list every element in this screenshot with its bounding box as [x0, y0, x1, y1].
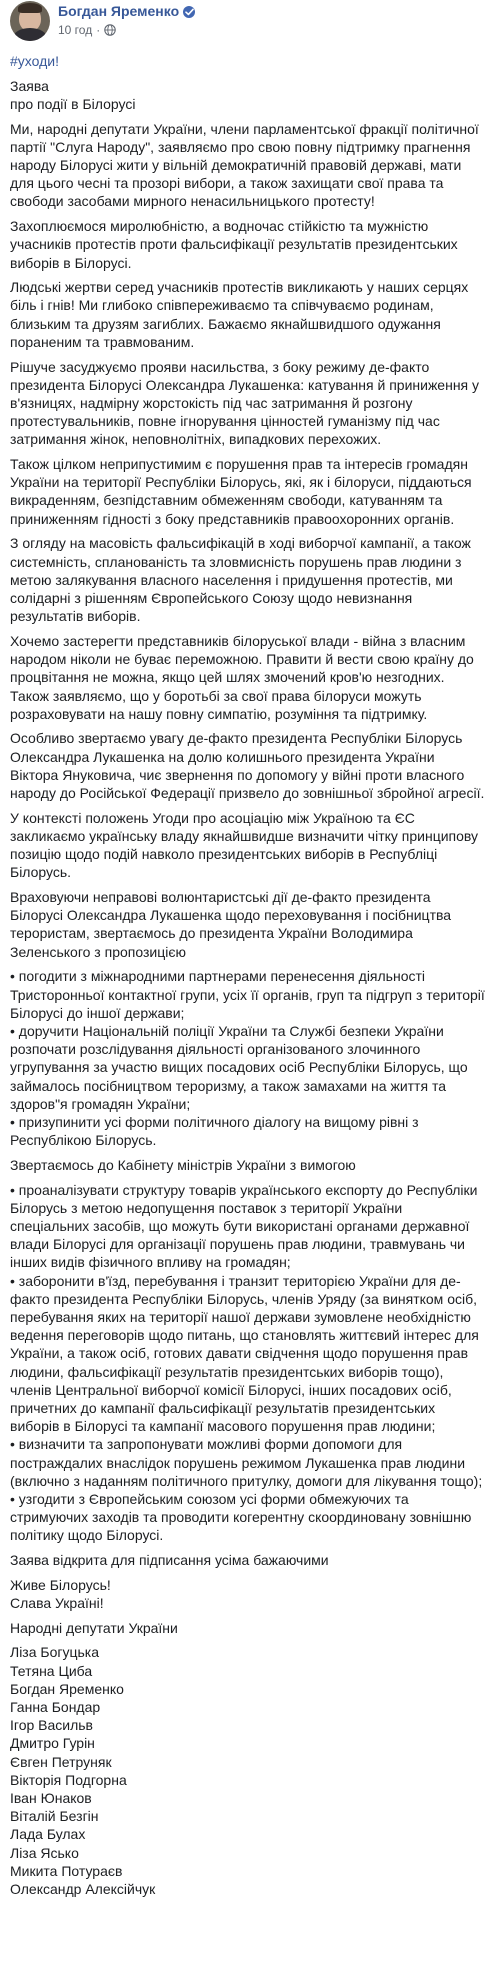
signers-heading: Народні депутати України: [10, 1619, 178, 1636]
signer-name: Дмитро Гурін: [10, 1735, 95, 1752]
signer-name: Лада Булах: [10, 1826, 86, 1843]
author-name-link[interactable]: Богдан Яременко: [58, 3, 180, 19]
statement-paragraph: Рішуче засуджуємо прояви насильства, з боку режиму де-факто президента Білорусі Олександра Лукашенка: катування й приниження у в'язницях, надмірну жорстокість під час затримання й розгону протестувальників, повне ігнорування цінностей гуманізму під час затримання жінок, неповнолітніх, випадкових перехожих.: [10, 358, 480, 448]
statement-paragraph: Захоплюємося миролюбністю, а водночас стійкістю та мужністю учасників протестів проти фальсифікації результатів президентських виборів в Білорусі.: [10, 218, 458, 271]
signer-name: Віталій Безгін: [10, 1808, 99, 1825]
statement-paragraph: З огляду на масовість фальсифікацій в ході виборчої кампанії, а також системність, спланованість та зловмисність порушень прав людини з метою залякування власного населення і придушення протестів, ми солідарні з рішенням Європейського Союзу щодо невизнання результатів виборів.: [10, 535, 471, 625]
author-line: [58, 2, 195, 21]
statement-paragraph: Заява відкрита для підписання усіма бажаючими: [10, 1552, 329, 1569]
globe-icon[interactable]: [104, 24, 116, 36]
statement-paragraph: • проаналізувати структуру товарів українського експорту до Республіки Білорусь з метою недопущення поставок з території України спеціальних засобів, що можуть бути використані органами державної влади Білорусі для організації порушень прав людини, травмувань чи інших видів фізичного впливу на громадян; • заборонити в'їзд, перебування і транзит територією України для де-факто президента Республіки Білорусь, членів Уряду (за винятком осіб, перебування яких на території нашої держави зумовлене необхідністю ведення переговорів щодо питань, що становлять життєвий інтерес для України, а також осіб, готових давати свідчення щодо порушення прав людини, фальсифікації результатів президентських виборів тощо), членів Центральної виборчої комісії Білорусі, інших посадових осіб, причетних до кампанії фальсифікації результатів президентських виборів в Білорусі та кампанії масового порушення прав людини; • визначити та запропонувати можливі форми допомоги для постраждалих внаслідок порушень режимом Лукашенка прав людини (включно з наданням політичного притулку, домоги для лікування тощо); • узгодити з Європейським союзом усі форми обмежуючих та стримуючих заходів та проводити когерентну скоординовану зовнішню політику щодо Білорусі.: [10, 1181, 483, 1544]
post-header: [10, 0, 485, 49]
statement-paragraph: Живе Білорусь! Слава Україні!: [10, 1576, 111, 1612]
signers-list: [10, 1643, 485, 1898]
signer-name: Микита Потураєв: [10, 1862, 123, 1879]
signer-name: Богдан Яременко: [10, 1680, 124, 1697]
signer-name: Іван Юнаков: [10, 1790, 92, 1807]
post-meta: [58, 1, 195, 38]
signer-name: Ліза Ясько: [10, 1844, 79, 1861]
signer-name: Ігор Васильв: [10, 1717, 93, 1734]
statement-paragraph: Ми, народні депутати України, члени парламентської фракції політичної партії "Слуга Народу", заявляємо про свою повну підтримку прагнення народу Білорусі жити у вільній демократичній правовій державі, мати для цього чесні та прозорі вибори, а також захищати свої права та свободи засобами мирного ненасильницького протесту!: [10, 120, 479, 210]
signer-name: Тетяна Циба: [10, 1662, 93, 1679]
signer-name: Євген Петруняк: [10, 1753, 112, 1770]
statement-paragraph: Враховуючи неправові волюнтаристські дії де-факто президента Білорусі Олександра Лукашенка щодо переховування і посібництва терористам, звертаємось до президента України Володимира Зеленського з пропозицією: [10, 889, 452, 960]
statement-heading-line1: Заява: [10, 77, 49, 94]
separator-dot: ·: [96, 23, 101, 37]
statement-paragraph: Хочемо застерегти представників білоруської влади - війна з власним народом ніколи не буває переможною. Правити й вести свою країну до процвітання не можна, якщо цей шлях змочений кров'ю незгодних. Також заявляємо, що у боротьбі за свої права білоруси можуть розраховувати на нашу повну симпатію, розуміння та підтримку.: [10, 632, 474, 722]
statement-paragraph: У контексті положень Угоди про асоціацію між Україною та ЄС закликаємо українську владу якнайшвидше визначити чітку принципову позицію щодо подій навколо президентських виборів в Республіці Білорусь.: [10, 809, 479, 881]
statement-paragraphs: [10, 120, 485, 1613]
signer-name: Вікторія Подгорна: [10, 1771, 127, 1788]
post-subline: [58, 22, 195, 38]
signer-name: Олександр Алексійчук: [10, 1881, 156, 1898]
statement-heading: [10, 77, 485, 113]
statement-paragraph: Особливо звертаємо увагу де-факто президента Республіки Білорусь Олександра Лукашенка на долю колишнього президента України Віктора Януковича, чиє звернення по допомогу у війні проти власного народу до Російської Федерації призвело до зовнішньої збройної агресії.: [10, 730, 485, 802]
post-timestamp-link[interactable]: 10 год: [58, 23, 93, 37]
signer-name: Ліза Богуцька: [10, 1644, 100, 1661]
signer-name: Ганна Бондар: [10, 1699, 101, 1716]
post-body: [10, 52, 485, 1898]
hashtag-link[interactable]: #уходи!: [10, 53, 59, 69]
statement-paragraph: Людські жертви серед учасників протестів викликають у наших серцях біль і гнів! Ми глибоко співпереживаємо та співчуваємо родинам, близьким та друзям загиблих. Бажаємо якнайшвидшого одужання пораненим та травмованим.: [10, 279, 469, 350]
statement-paragraph: Звертаємось до Кабінету міністрів України з вимогою: [10, 1156, 356, 1173]
verified-badge-icon: [183, 6, 195, 18]
statement-heading-line2: про події в Білорусі: [10, 95, 136, 112]
statement-paragraph: • погодити з міжнародними партнерами перенесення діяльності Тристоронньої контактної групи, усіх її органів, груп та підгруп з території Білорусі до іншої держави; • доручити Національній поліції України та Службі безпеки України розпочати розслідування діяльності організованого злочинного угрупування за участю вищих посадових осіб Республіки Білорусь, що займалось посібництвом тероризму, а також замахами на життя та здоров"я громадян України; • призупинити усі форми політичного діалогу на вищому рівні з Республікою Білорусь.: [10, 968, 485, 1149]
author-avatar[interactable]: [10, 1, 50, 41]
statement-paragraph: Також цілком неприпустимим є порушення прав та інтересів громадян України на території Республіки Білорусь, які, як і білоруси, піддаються викраденням, безпідставним обмеженням свободи, катуванням та приниженням гідності з боку представників правоохоронних органів.: [10, 456, 472, 527]
